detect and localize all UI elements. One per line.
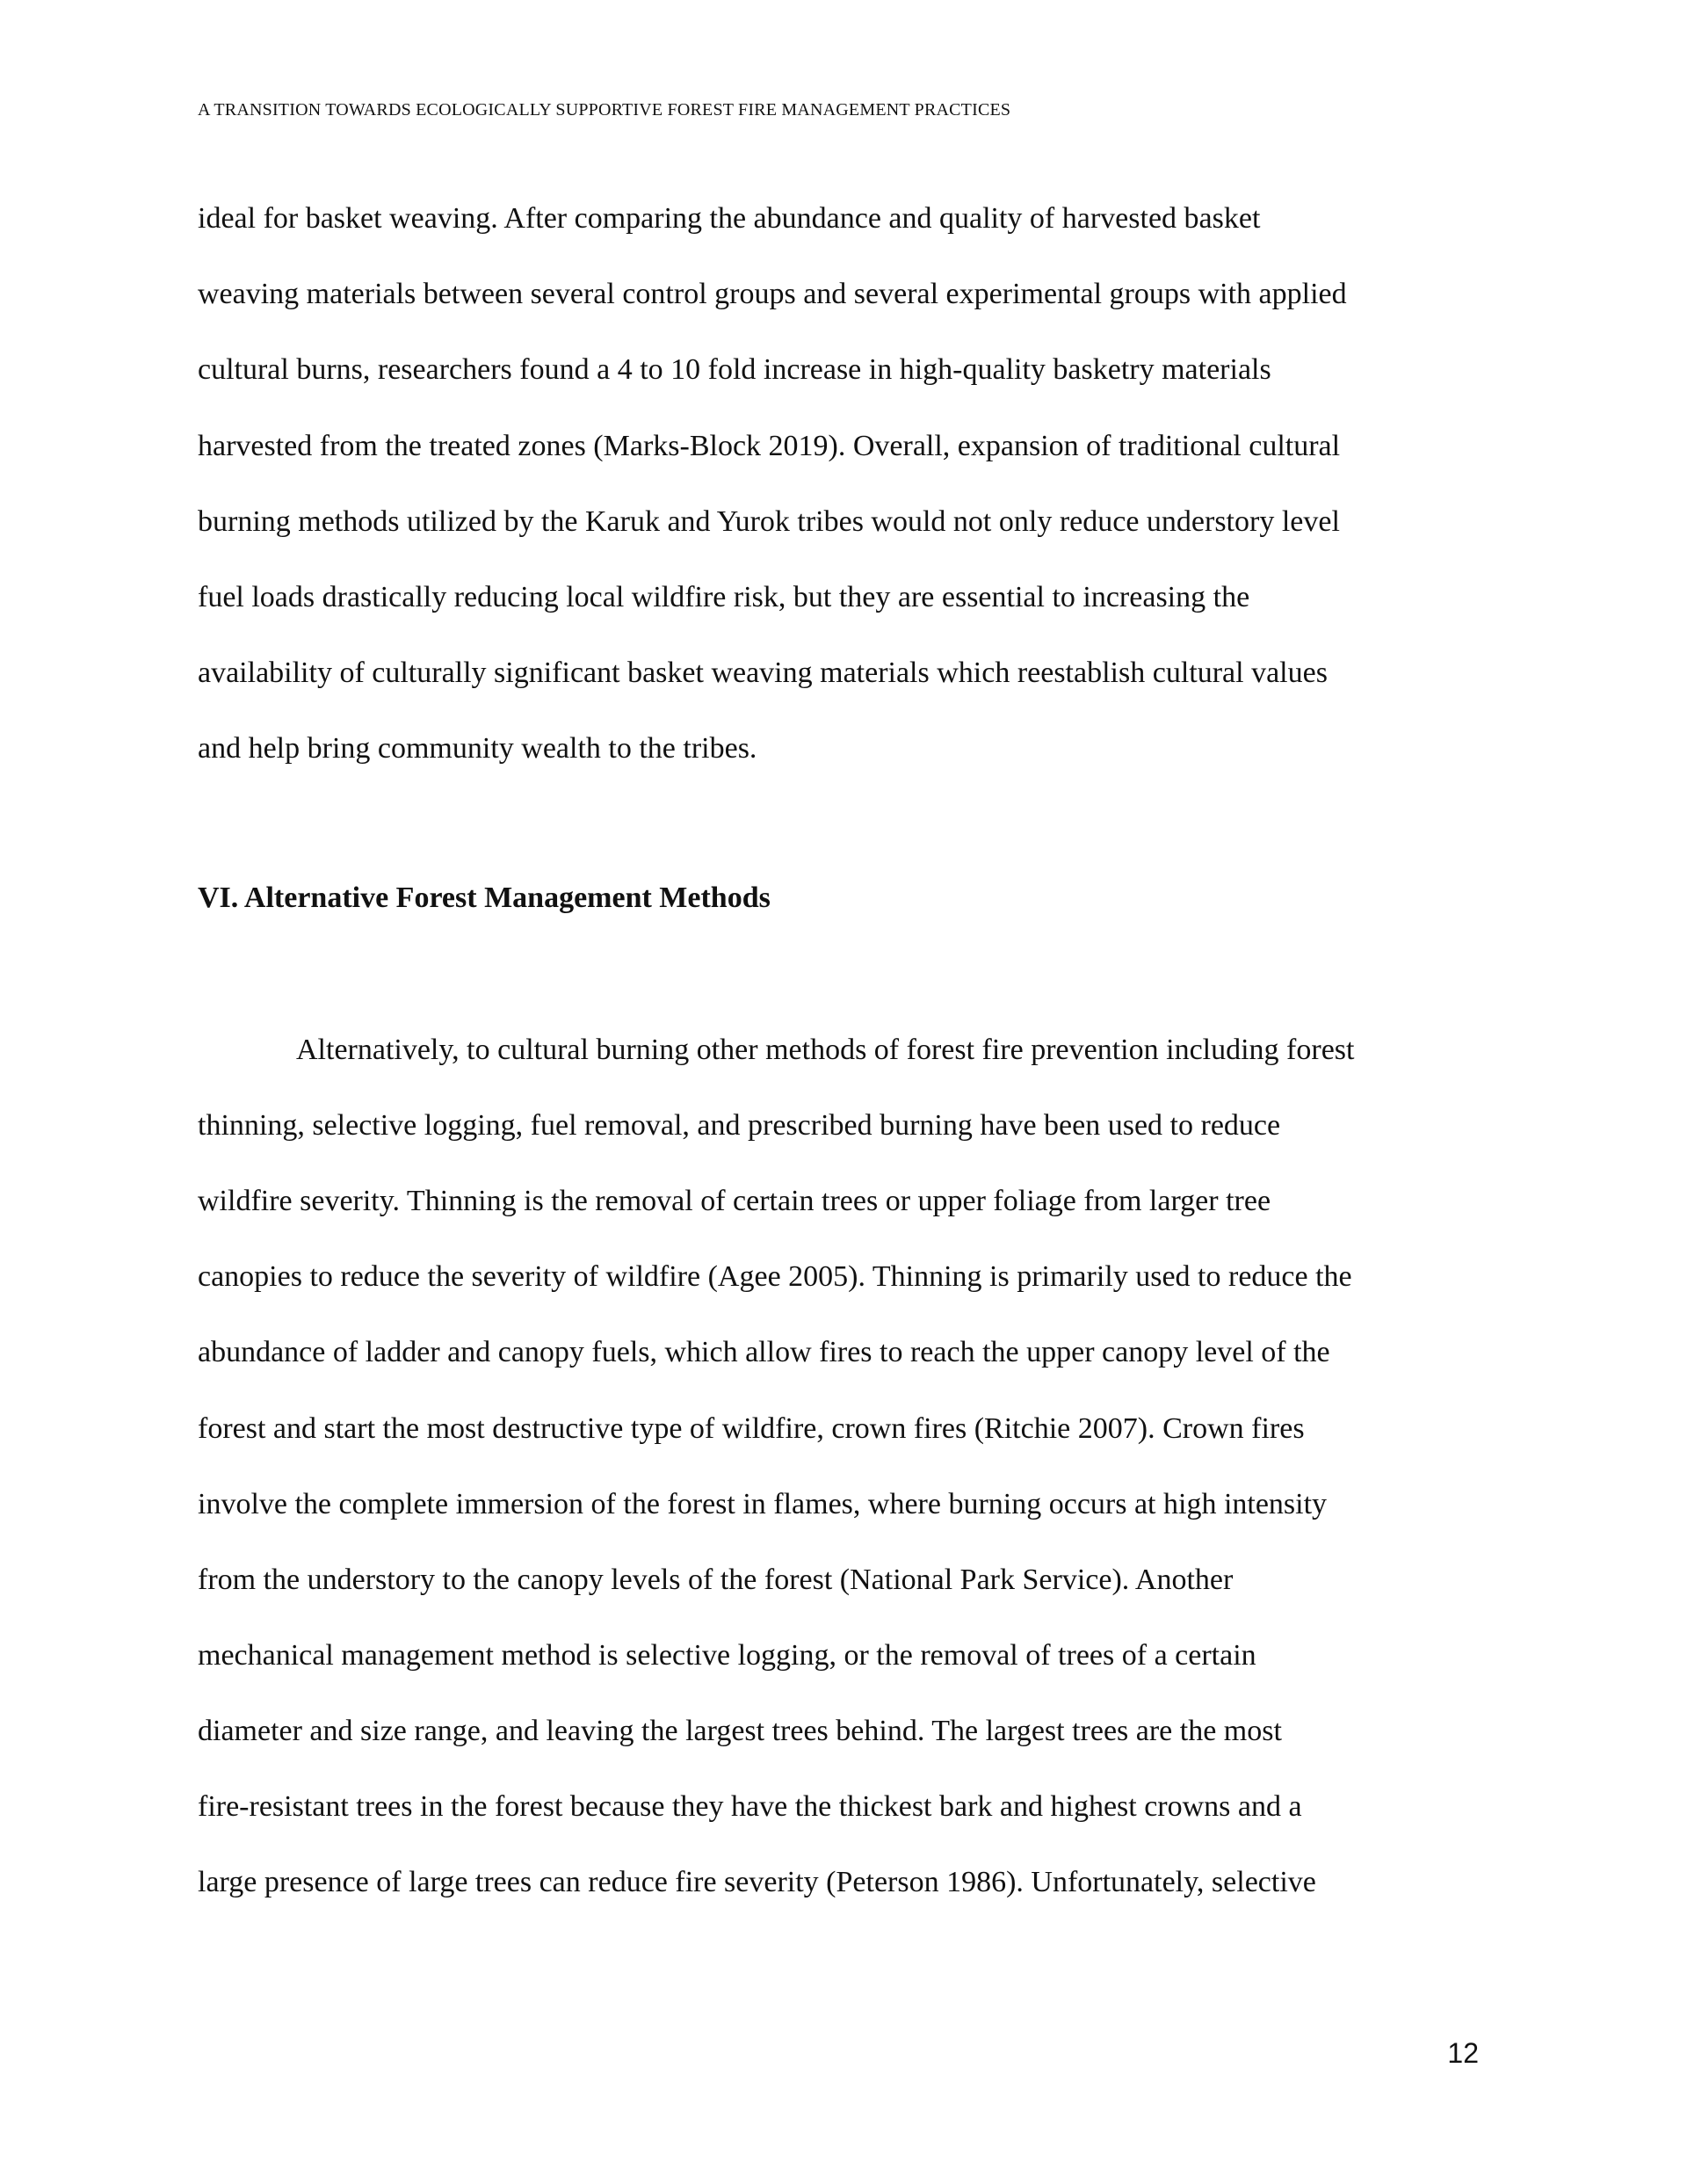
text-line: canopies to reduce the severity of wildfire (Agee 2005). Thinning is primarily used to reduce the [198,1260,1352,1293]
text-line: availability of culturally significant basket weaving materials which reestablish cultural values [198,657,1328,689]
text-line: fire-resistant trees in the forest because they have the thickest bark and highest crowns and a [198,1790,1302,1823]
text-line: abundance of ladder and canopy fuels, which allow fires to reach the upper canopy level of the [198,1336,1330,1368]
text-line: and help bring community wealth to the tribes. [198,732,757,765]
text-line: ideal for basket weaving. After comparing the abundance and quality of harvested basket [198,202,1261,235]
text-line: cultural burns, researchers found a 4 to 10 fold increase in high-quality basketry materials [198,353,1271,386]
text-line: thinning, selective logging, fuel removal, and prescribed burning have been used to reduce [198,1109,1281,1142]
text-line: from the understory to the canopy levels of the forest (National Park Service). Another [198,1564,1234,1596]
page-number: 12 [1447,2037,1479,2069]
text-line: large presence of large trees can reduce fire severity (Peterson 1986). Unfortunately, selective [198,1866,1316,1898]
text-line: harvested from the treated zones (Marks-Block 2019). Overall, expansion of traditional cultural [198,430,1341,462]
text-line: mechanical management method is selective logging, or the removal of trees of a certain [198,1639,1256,1672]
text-line: wildfire severity. Thinning is the removal of certain trees or upper foliage from larger tree [198,1185,1271,1217]
text-line: diameter and size range, and leaving the largest trees behind. The largest trees are the most [198,1715,1282,1747]
text-line: forest and start the most destructive type of wildfire, crown fires (Ritchie 2007). Crown fires [198,1412,1305,1445]
section-heading: VI. Alternative Forest Management Methods [198,882,771,914]
text-line: weaving materials between several control groups and several experimental groups with applied [198,278,1347,310]
text-line: burning methods utilized by the Karuk and Yurok tribes would not only reduce understory level [198,505,1340,538]
text-line: fuel loads drastically reducing local wildfire risk, but they are essential to increasing the [198,581,1250,613]
text-line: Alternatively, to cultural burning other methods of forest fire prevention including forest [296,1034,1355,1066]
text-line: involve the complete immersion of the forest in flames, where burning occurs at high intensity [198,1488,1328,1520]
running-head: A TRANSITION TOWARDS ECOLOGICALLY SUPPORTIVE FOREST FIRE MANAGEMENT PRACTICES [198,100,1011,120]
